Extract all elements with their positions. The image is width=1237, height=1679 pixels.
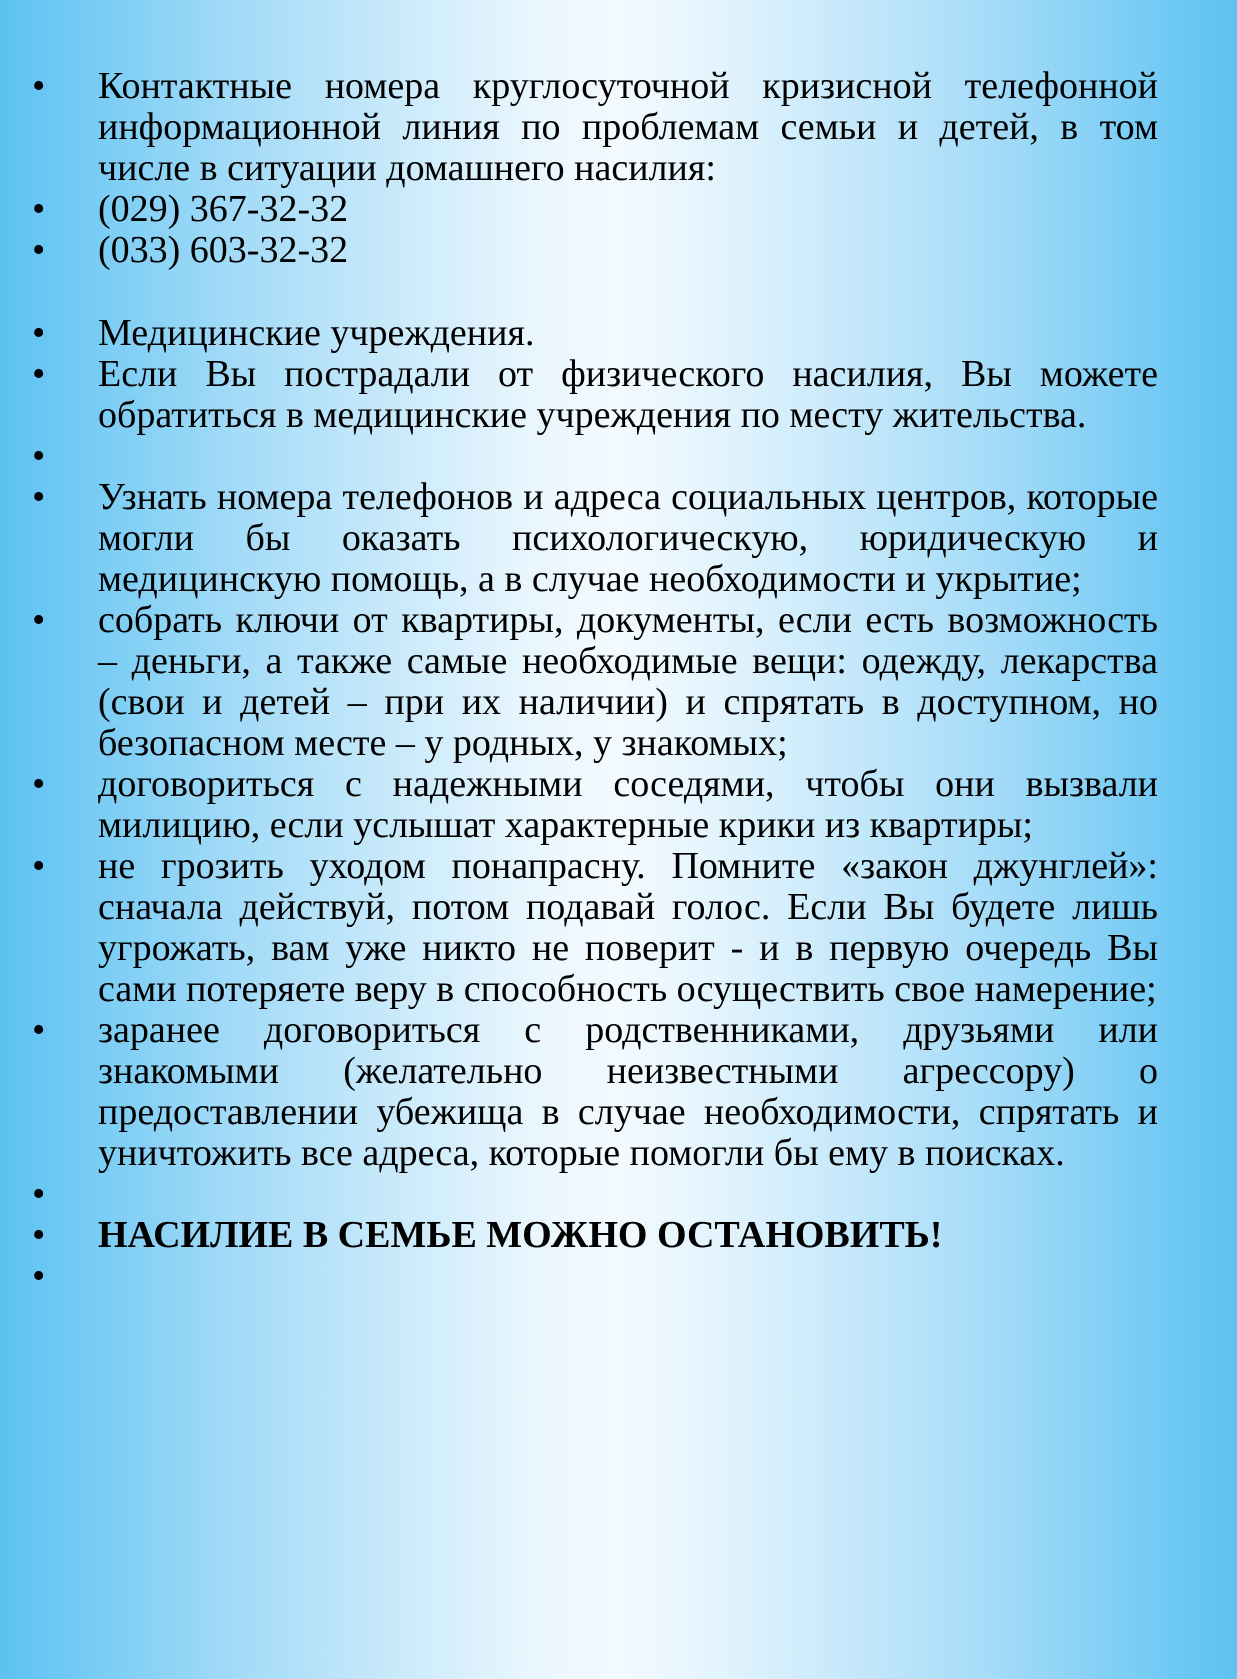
list-item-medical-heading bbox=[32, 313, 1158, 354]
bullet-icon: • bbox=[32, 1255, 46, 1297]
bullet-icon: • bbox=[32, 763, 46, 805]
list-item-phone-1 bbox=[32, 189, 1158, 230]
bullet-icon: • bbox=[32, 65, 46, 107]
list-item-text: Медицинские учреждения. bbox=[98, 312, 535, 354]
list-item-empty bbox=[32, 1174, 1158, 1215]
bullet-list bbox=[32, 66, 1158, 1297]
bullet-icon: • bbox=[32, 312, 46, 354]
slogan-text: НАСИЛИЕ В СЕМЬЕ МОЖНО ОСТАНОВИТЬ! bbox=[98, 1214, 943, 1256]
bullet-icon: • bbox=[32, 845, 46, 887]
list-item-text: заранее договориться с родственниками, друзьями или знакомыми (желательно неизвестными агрессору) о предоставлении убежища в случае необходимости, спрятать и уничтожить все адреса, которые помогли бы ему в поисках. bbox=[98, 1009, 1158, 1174]
bullet-icon: • bbox=[32, 1173, 46, 1215]
list-item-text: не грозить уходом понапрасну. Помните «закон джунглей»: сначала действуй, потом подавай голос. Если Вы будете лишь угрожать, вам уже никто не поверит - и в первую очередь Вы сами потеряете веру в способность осуществить свое намерение; bbox=[98, 845, 1158, 1010]
phone-number: (033) 603-32-32 bbox=[98, 229, 349, 271]
list-item-text: Контактные номера круглосуточной кризисной телефонной информационной линия по проблемам семьи и детей, в том числе в ситуации домашнего насилия: bbox=[98, 65, 1158, 189]
list-item-text: собрать ключи от квартиры, документы, если есть возможность – деньги, а также самые необходимые вещи: одежду, лекарства (свои и детей – при их наличии) и спрятать в доступном, но безопасном месте – у родных, у знакомых; bbox=[98, 599, 1158, 764]
list-item-phone-2 bbox=[32, 230, 1158, 271]
list-item-neighbors bbox=[32, 764, 1158, 846]
bullet-icon: • bbox=[32, 188, 46, 230]
bullet-icon: • bbox=[32, 353, 46, 395]
list-item-empty bbox=[32, 436, 1158, 477]
list-item-text: Если Вы пострадали от физического насилия, Вы можете обратиться в медицинские учреждения по месту жительства. bbox=[98, 353, 1158, 436]
bullet-icon: • bbox=[32, 599, 46, 641]
list-item-empty bbox=[32, 1256, 1158, 1297]
list-item-slogan bbox=[32, 1215, 1158, 1256]
bullet-icon: • bbox=[32, 435, 46, 477]
list-item-collect-keys bbox=[32, 600, 1158, 764]
list-item-text: Узнать номера телефонов и адреса социальных центров, которые могли бы оказать психологическую, юридическую и медицинскую помощь, а в случае необходимости и укрытие; bbox=[98, 476, 1158, 600]
list-item-text: договориться с надежными соседями, чтобы они вызвали милицию, если услышат характерные крики из квартиры; bbox=[98, 763, 1158, 846]
list-item-medical-info bbox=[32, 354, 1158, 436]
bullet-icon: • bbox=[32, 1214, 46, 1256]
bullet-icon: • bbox=[32, 1009, 46, 1051]
list-item-shelter bbox=[32, 1010, 1158, 1174]
list-item-crisis-line bbox=[32, 66, 1158, 189]
list-item-social-centers bbox=[32, 477, 1158, 600]
list-item-no-threats bbox=[32, 846, 1158, 1010]
phone-number: (029) 367-32-32 bbox=[98, 188, 349, 230]
bullet-icon: • bbox=[32, 476, 46, 518]
bullet-icon: • bbox=[32, 229, 46, 271]
